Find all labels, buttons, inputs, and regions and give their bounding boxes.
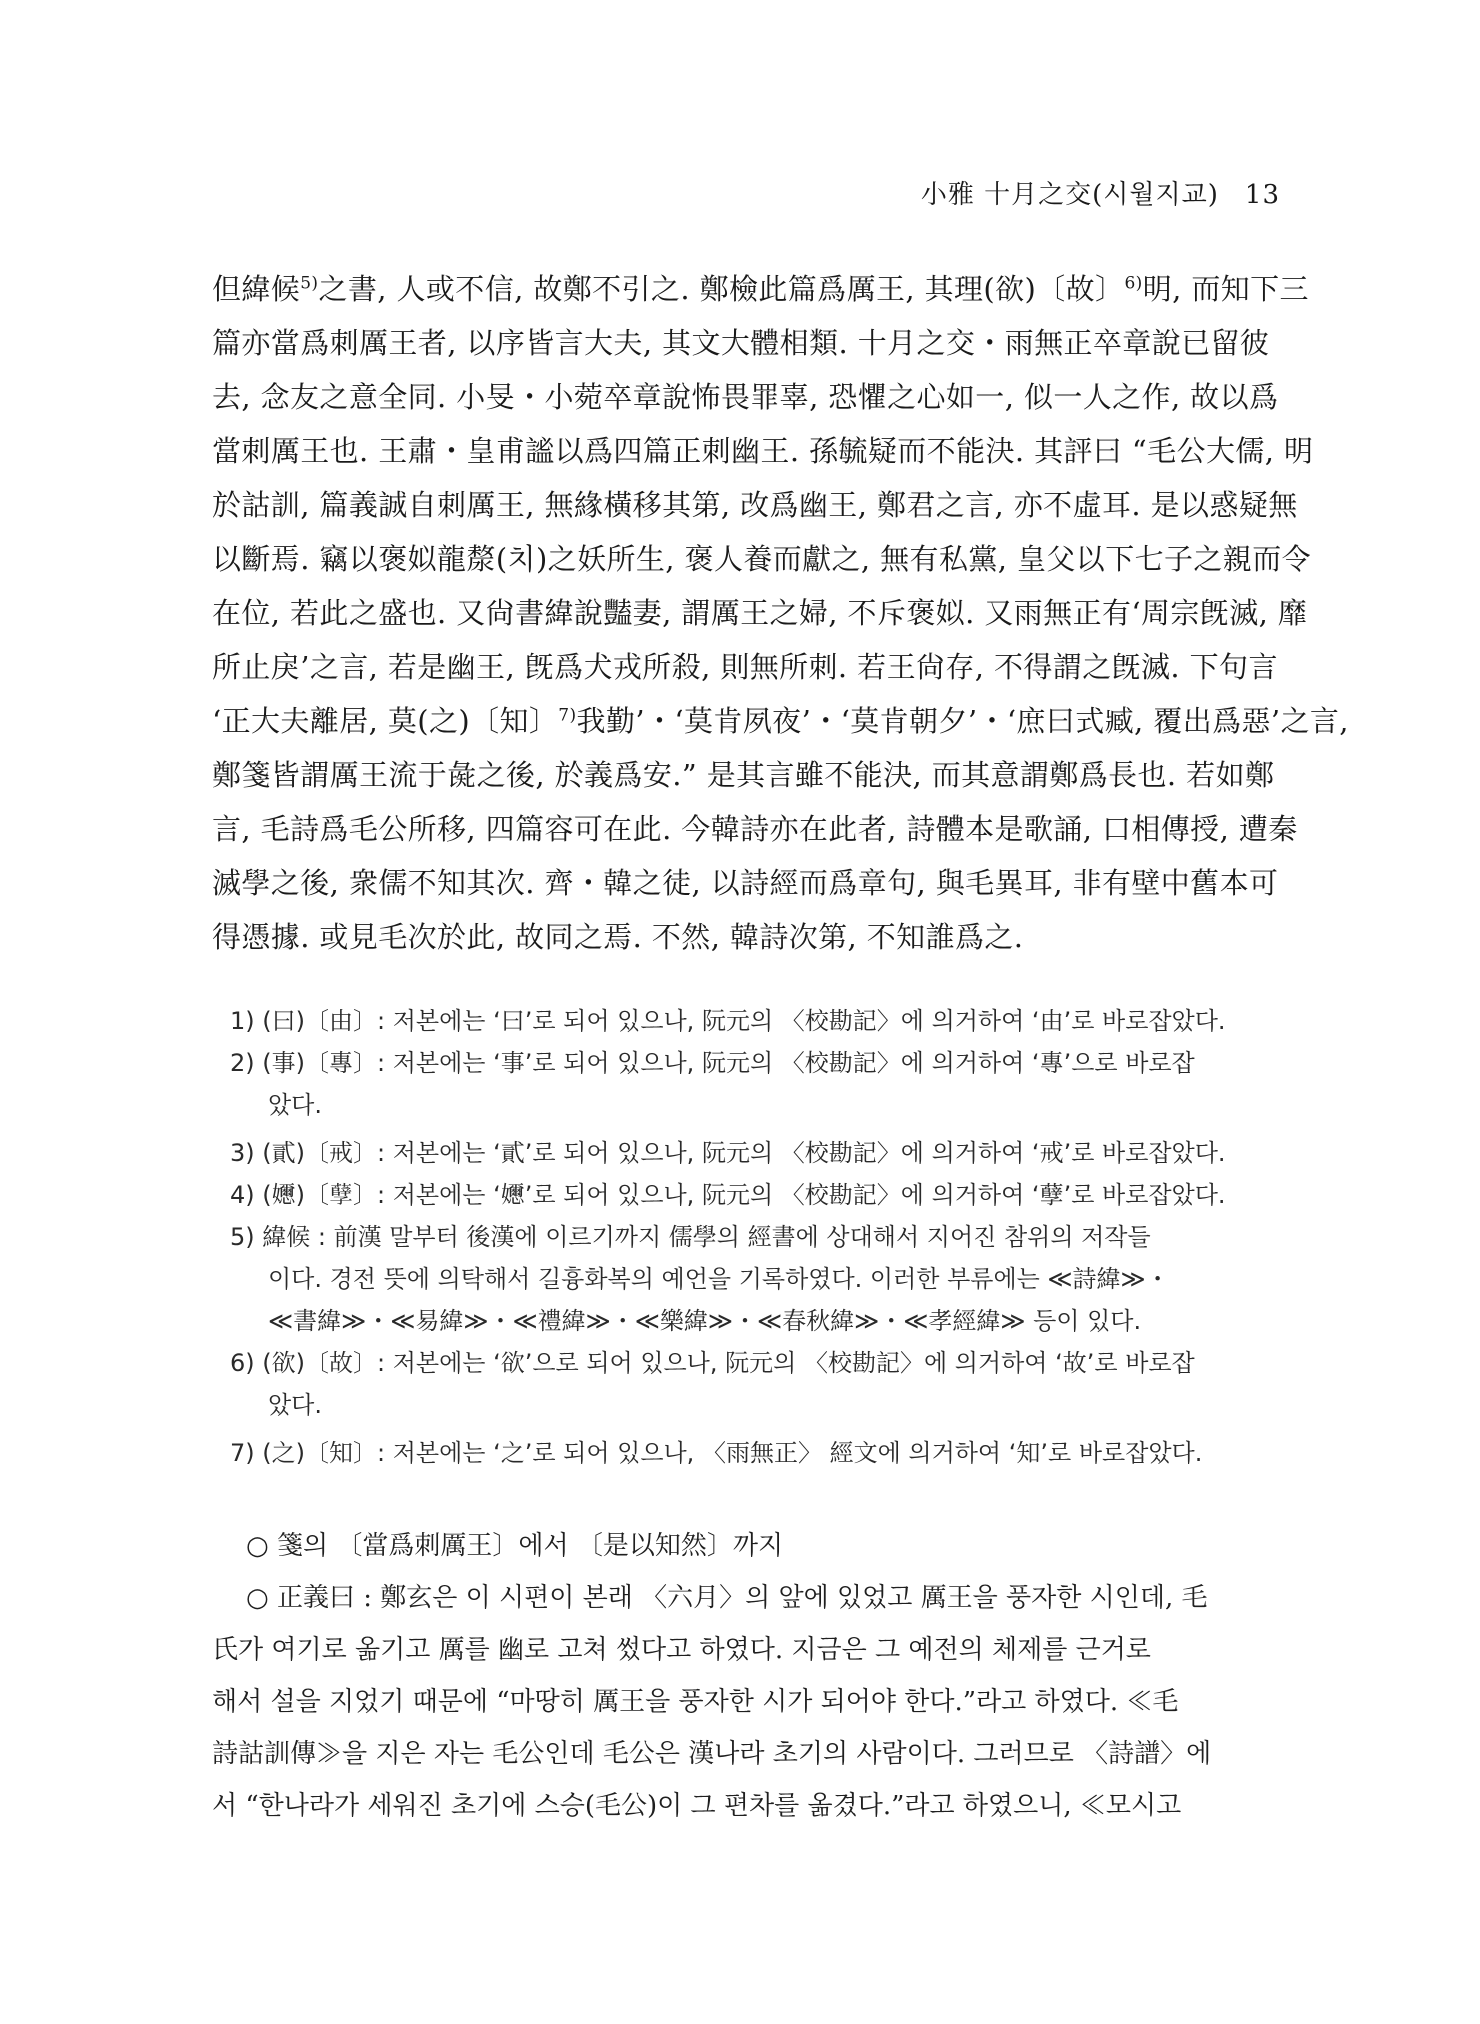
footnote-line: ≪書緯≫・≪易緯≫・≪禮緯≫・≪樂緯≫・≪春秋緯≫・≪孝經緯≫ 등이 있다. — [268, 1307, 1142, 1335]
page-number: 13 — [1244, 180, 1280, 210]
footnote-ref[interactable]: 7) — [558, 705, 577, 726]
text-line: 篇亦當爲刺厲王者, 以序皆言大夫, 其文大體相類. 十月之交・雨無正卒章說已留彼 — [212, 326, 1270, 360]
commentary-heading: ○ 箋의 〔當爲刺厲王〕에서 〔是以知然〕까지 — [246, 1531, 784, 1561]
footnote-line: 3) (貳)〔戒〕: 저본에는 ‘貳’로 되어 있으나, 阮元의 〈校勘記〉에 의거하여 ‘戒’로 바로잡았다. — [230, 1139, 1226, 1167]
footnote — [230, 1342, 1275, 1426]
text-line: 所止戾’之言, 若是幽王, 旣爲犬戎所殺, 則無所刺. 若王尙存, 不得謂之旣滅. 下句言 — [212, 650, 1278, 684]
footnote — [230, 1042, 1275, 1126]
text-line: 言, 毛詩爲毛公所移, 四篇容可在此. 今韓詩亦在此者, 詩體本是歌誦, 口相傳授, 遭秦 — [212, 812, 1298, 846]
footnote-line: 4) (𡤘)〔孽〕: 저본에는 ‘𡤘’로 되어 있으나, 阮元의 〈校勘記〉에 의거하여 ‘孽’로 바로잡았다. — [230, 1181, 1226, 1209]
text-line: 滅學之後, 衆儒不知其次. 齊・韓之徒, 以詩經而爲章句, 與毛異耳, 非有壁中舊本可 — [212, 866, 1279, 900]
running-header — [921, 174, 1280, 211]
text-segment: 但緯候 — [212, 272, 301, 306]
text-line: 以斷焉. 竊以褒姒龍漦(치)之妖所生, 褒人養而獻之, 無有私黨, 皇父以下七子之親而令 — [212, 542, 1311, 576]
text-segment: 之書, 人或不信, 故鄭不引之. 鄭檢此篇爲厲王, 其理(欲)〔故〕 — [318, 272, 1125, 306]
footnote-line: 1) (曰)〔由〕: 저본에는 ‘曰’로 되어 있으나, 阮元의 〈校勘記〉에 의거하여 ‘由’로 바로잡았다. — [230, 1007, 1226, 1035]
footnote — [230, 1000, 1275, 1042]
footnote-ref[interactable]: 5) — [300, 273, 319, 294]
footnote-line: 았다. — [268, 1391, 322, 1419]
korean-commentary — [212, 1520, 1272, 1832]
footnote-line: 7) (之)〔知〕: 저본에는 ‘之’로 되어 있으나, 〈雨無正〉 經文에 의거하여 ‘知’로 바로잡았다. — [230, 1439, 1203, 1467]
footnote-line: 5) 緯候 : 前漢 말부터 後漢에 이르기까지 儒學의 經書에 상대해서 지어진 참위의 저작들 — [230, 1223, 1151, 1251]
footnote-line: 6) (欲)〔故〕: 저본에는 ‘欲’으로 되어 있으나, 阮元의 〈校勘記〉에 의거하여 ‘故’로 바로잡 — [230, 1349, 1195, 1377]
footnotes — [230, 1000, 1275, 1474]
text-line: 當刺厲王也. 王肅・皇甫謐以爲四篇正刺幽王. 孫毓疑而不能決. 其評曰 “毛公大儒, 明 — [212, 434, 1314, 468]
text-line: 鄭箋皆謂厲王流于彘之後, 於義爲安.” 是其言雖不能決, 而其意謂鄭爲長也. 若如鄭 — [212, 758, 1275, 792]
text-line — [212, 262, 1309, 316]
main-classical-text — [212, 262, 1349, 964]
footnote — [230, 1432, 1275, 1474]
text-line: 在位, 若此之盛也. 又尙書緯說豔妻, 謂厲王之婦, 不斥褒姒. 又雨無正有‘周宗旣滅, 靡 — [212, 596, 1308, 630]
commentary-line: 서 “한나라가 세워진 초기에 스승(毛公)이 그 편차를 옮겼다.”라고 하였으니, ≪모시고 — [212, 1791, 1182, 1821]
text-line: 於詁訓, 篇義誠自刺厲王, 無緣橫移其第, 改爲幽王, 鄭君之言, 亦不虛耳. 是以惑疑無 — [212, 488, 1298, 522]
text-segment: 我勤’・‘莫肯夙夜’・‘莫肯朝夕’・‘庶曰式臧, 覆出爲惡’之言, — [576, 704, 1349, 738]
footnote-ref[interactable]: 6) — [1124, 273, 1143, 294]
chapter-title: 小雅 十月之交(시월지교) — [920, 180, 1219, 210]
commentary-line: 氏가 여기로 옮기고 厲를 幽로 고쳐 썼다고 하였다. 지금은 그 예전의 체제를 근거로 — [212, 1635, 1151, 1665]
footnote-line: 이다. 경전 뜻에 의탁해서 길흉화복의 예언을 기록하였다. 이러한 부류에는 ≪詩緯≫・ — [268, 1265, 1170, 1293]
text-segment: 明, 而知下三 — [1142, 272, 1309, 306]
text-line: 去, 念友之意全同. 小旻・小菀卒章說怖畏罪辜, 恐懼之心如一, 似一人之作, 故以爲 — [212, 380, 1279, 414]
footnote — [230, 1216, 1275, 1342]
footnote-line: 았다. — [268, 1091, 322, 1119]
footnote — [230, 1174, 1275, 1216]
commentary-line: ○ 正義曰 : 鄭玄은 이 시편이 본래 〈六月〉의 앞에 있었고 厲王을 풍자한 시인데, 毛 — [246, 1583, 1208, 1613]
text-line — [212, 694, 1349, 748]
footnote-line: 2) (事)〔專〕: 저본에는 ‘事’로 되어 있으나, 阮元의 〈校勘記〉에 의거하여 ‘專’으로 바로잡 — [230, 1049, 1195, 1077]
commentary-line: 詩詁訓傳≫을 지은 자는 毛公인데 毛公은 漢나라 초기의 사람이다. 그러므로 〈詩譜〉에 — [212, 1739, 1212, 1769]
text-line: 得憑據. 或見毛次於此, 故同之焉. 不然, 韓詩次第, 不知誰爲之. — [212, 920, 1024, 954]
text-segment: ‘正大夫離居, 莫(之)〔知〕 — [212, 704, 559, 738]
commentary-line: 해서 설을 지었기 때문에 “마땅히 厲王을 풍자한 시가 되어야 한다.”라고 하였다. ≪毛 — [212, 1687, 1179, 1717]
footnote — [230, 1132, 1275, 1174]
